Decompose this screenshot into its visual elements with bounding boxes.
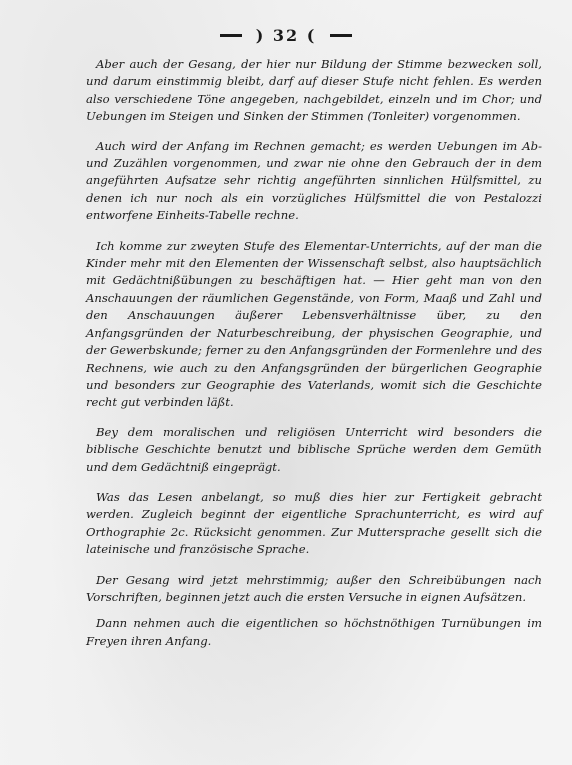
paragraph-second-stage: Ich komme zur zweyten Stufe des Elementar-Unterrichts, auf der man die Kinder mehr mit den Elementen der Wissenschaft selbst, also hauptsächlich mit Gedächtnißübungen zu beschäftigen hat. — Hier geht man von den Anschauungen der räumlichen Gegenstände, von Form, Maaß und Zahl und den Anschauungen äußerer Lebensverhältnisse über, zu den Anfangsgründen der Naturbeschreibung, der physischen Geographie, und der Gewerbskunde; ferner zu den Anfangsgründen der Formenlehre und des Rechnens, wie auch zu den Anfangsgründen der bürgerlichen Geographie und besonders zur Geographie des Vaterlands, womit sich die Geschichte recht gut verbinden läßt. xyxy=(86,238,542,410)
paragraph-gymnastics: Dann nehmen auch die eigentlichen so höchstnöthigen Turnübungen im Freyen ihren Anfang. xyxy=(86,616,542,648)
paragraph-singing-polyphonic: Der Gesang wird jetzt mehrstimmig; außer den Schreibübungen nach Vorschriften, beginnen jetzt auch die ersten Versuche in eignen Aufsätzen. xyxy=(86,572,542,604)
paragraph-arithmetic: Auch wird der Anfang im Rechnen gemacht; es werden Uebungen im Ab- und Zuzählen vorgenommen, und zwar nie ohne den Gebrauch der in dem angeführten Aufsatze sehr richtig angeführten sinnlichen Hülfsmittel, zu denen ich nur noch als ein vorzügliches Hülfsmittel die von Pestalozzi entworfene Einheits-Tabelle rechne. xyxy=(86,138,542,223)
right-header-rule xyxy=(330,34,352,37)
page-number: ) 32 ( xyxy=(255,25,317,45)
body-text xyxy=(86,56,542,650)
page-header xyxy=(0,22,572,48)
paragraph-singing: Aber auch der Gesang, der hier nur Bildung der Stimme bezwecken soll, und darum einstimmig bleibt, darf auf dieser Stufe nicht fehlen. Es werden also verschiedene Töne angegeben, nachgebildet, einzeln und im Chor; und Uebungen im Steigen und Sinken der Stimmen (Tonleiter) vorgenommen. xyxy=(86,57,542,124)
paragraph-reading: Was das Lesen anbelangt, so muß dies hier zur Fertigkeit gebracht werden. Zugleich beginnt der eigentliche Sprachunterricht, es wird auf Orthographie 2c. Rücksicht genommen. Zur Muttersprache gesellt sich die lateinische und französische Sprache. xyxy=(86,489,542,557)
left-header-rule xyxy=(220,34,242,37)
paragraph-moral-religious: Bey dem moralischen und religiösen Unterricht wird besonders die biblische Geschichte benutzt und biblische Sprüche werden dem Gemüth und dem Gedächtniß eingeprägt. xyxy=(86,424,542,474)
